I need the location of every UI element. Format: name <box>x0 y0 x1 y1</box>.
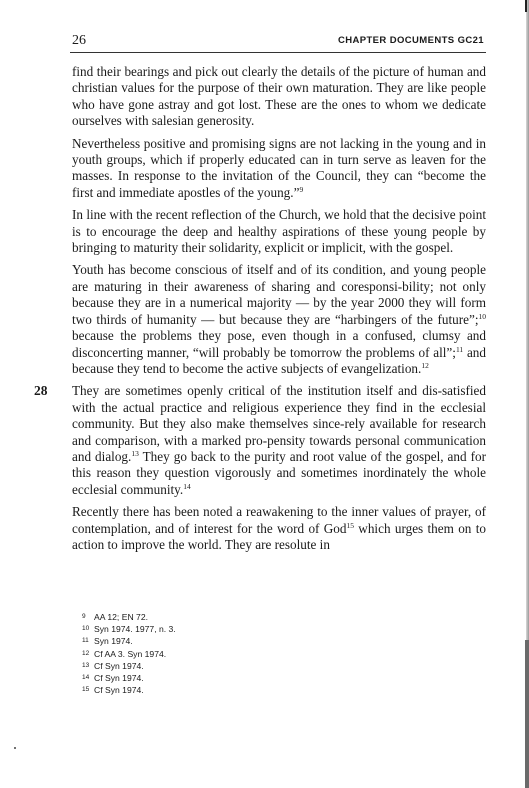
footnotes <box>82 611 282 696</box>
footnote <box>82 672 282 684</box>
footnote-text: Syn 1974. 1977, n. 3. <box>94 624 176 635</box>
paragraph-text: They are sometimes openly critical of the institution itself and dis-satisfied with the actual practice and religious experience they find in the ecclesial community. But they also make themselves since-rely available for research and comparison, with a marked pro-pensity towards personal communication and dialog. <box>72 383 486 464</box>
footnote <box>82 648 282 660</box>
paragraph-text: which urges them on to action to improve the world. They are resolute in <box>72 520 486 552</box>
paragraph <box>72 504 486 553</box>
footnote-mark: 10 <box>82 625 90 633</box>
corner-mark <box>525 0 527 12</box>
paragraph-text: find their bearings and pick out clearly the details of the picture of human and christian values for the purpose of their own maturation. They are like people who have gone astray and got lost. These are the ones to whom we dedicate ourselves with salesian generosity. <box>72 64 486 129</box>
footnote-mark: 12 <box>82 649 90 657</box>
footnote-mark: 11 <box>82 637 89 645</box>
footnote-text: Cf Syn 1974. <box>94 660 144 671</box>
footnote-mark: 14 <box>82 674 90 682</box>
paragraph-text: Nevertheless positive and promising signs are not lacking in the young and in youth groups, which if properly educated can in turn serve as leaven for the masses. In response to the invitation of the Council, they can “become the first and immediate apostles of the young.” <box>72 135 486 200</box>
footnote-text: AA 12; EN 72. <box>94 612 148 622</box>
footnote-reference: 10 <box>478 311 486 321</box>
footnote-reference: 11 <box>455 344 464 354</box>
paragraph-text: They go back to the purity and root value of the gospel, and for this reason they question vigorously and sometimes inordinately the whole ecclesial community. <box>72 448 486 497</box>
footnote-reference: 15 <box>346 520 354 530</box>
footnote <box>82 623 282 635</box>
page-number: 26 <box>72 33 86 48</box>
scan-speck <box>14 747 16 749</box>
footnote <box>82 684 282 696</box>
footnote-reference: 9 <box>299 184 304 194</box>
paragraph-text: In line with the recent reflection of the Church, we hold that the decisive point is to encourage the deep and healthy aspirations of these young people by bringing to maturity their solidarity, explicit or implicit, with the gospel. <box>72 207 486 256</box>
running-head: CHAPTER DOCUMENTS GC21 <box>337 35 484 46</box>
page-edge-dark <box>525 640 529 788</box>
footnote <box>82 660 282 672</box>
header-rule <box>70 52 486 53</box>
footnote <box>82 611 282 623</box>
page-header <box>72 33 484 51</box>
body-text <box>72 64 486 559</box>
footnote-text: Cf Syn 1974. <box>94 673 144 684</box>
footnote-mark: 9 <box>82 613 86 620</box>
paragraph-number: 28 <box>34 383 48 398</box>
footnote-text: Cf Syn 1974. <box>94 685 144 696</box>
footnote-reference: 13 <box>131 448 139 458</box>
paragraph <box>72 207 486 256</box>
footnote-mark: 15 <box>82 686 90 694</box>
paragraph <box>72 383 486 498</box>
paragraph-text: because the problems they pose, even though in a confused, clumsy and disconcerting manner, “will probably be tomorrow the problems of all”; <box>72 328 486 360</box>
footnote-reference: 14 <box>183 481 191 491</box>
paragraph <box>72 136 486 202</box>
paragraph <box>72 262 486 377</box>
footnote-mark: 13 <box>82 661 90 669</box>
paragraph-text: Youth has become conscious of itself and of its condition, and young people are maturing in their awareness of sharing and coresponsi-bility; not only because they are in a numerical majority — by the year 2000 they will form two thirds of humanity — but because they are “harbingers of the future”; <box>72 262 486 327</box>
footnote-text: Syn 1974. <box>94 636 133 647</box>
paragraph <box>72 64 486 130</box>
paragraph-text: Recently there has been noted a reawakening to the inner values of prayer, of contemplation, and of interest for the word of God <box>72 504 486 536</box>
footnote <box>82 635 282 647</box>
paragraph-text: and because they tend to become the active subjects of evangelization. <box>72 344 486 376</box>
footnote-text: Cf AA 3. Syn 1974. <box>94 648 167 659</box>
footnote-reference: 12 <box>421 360 429 370</box>
